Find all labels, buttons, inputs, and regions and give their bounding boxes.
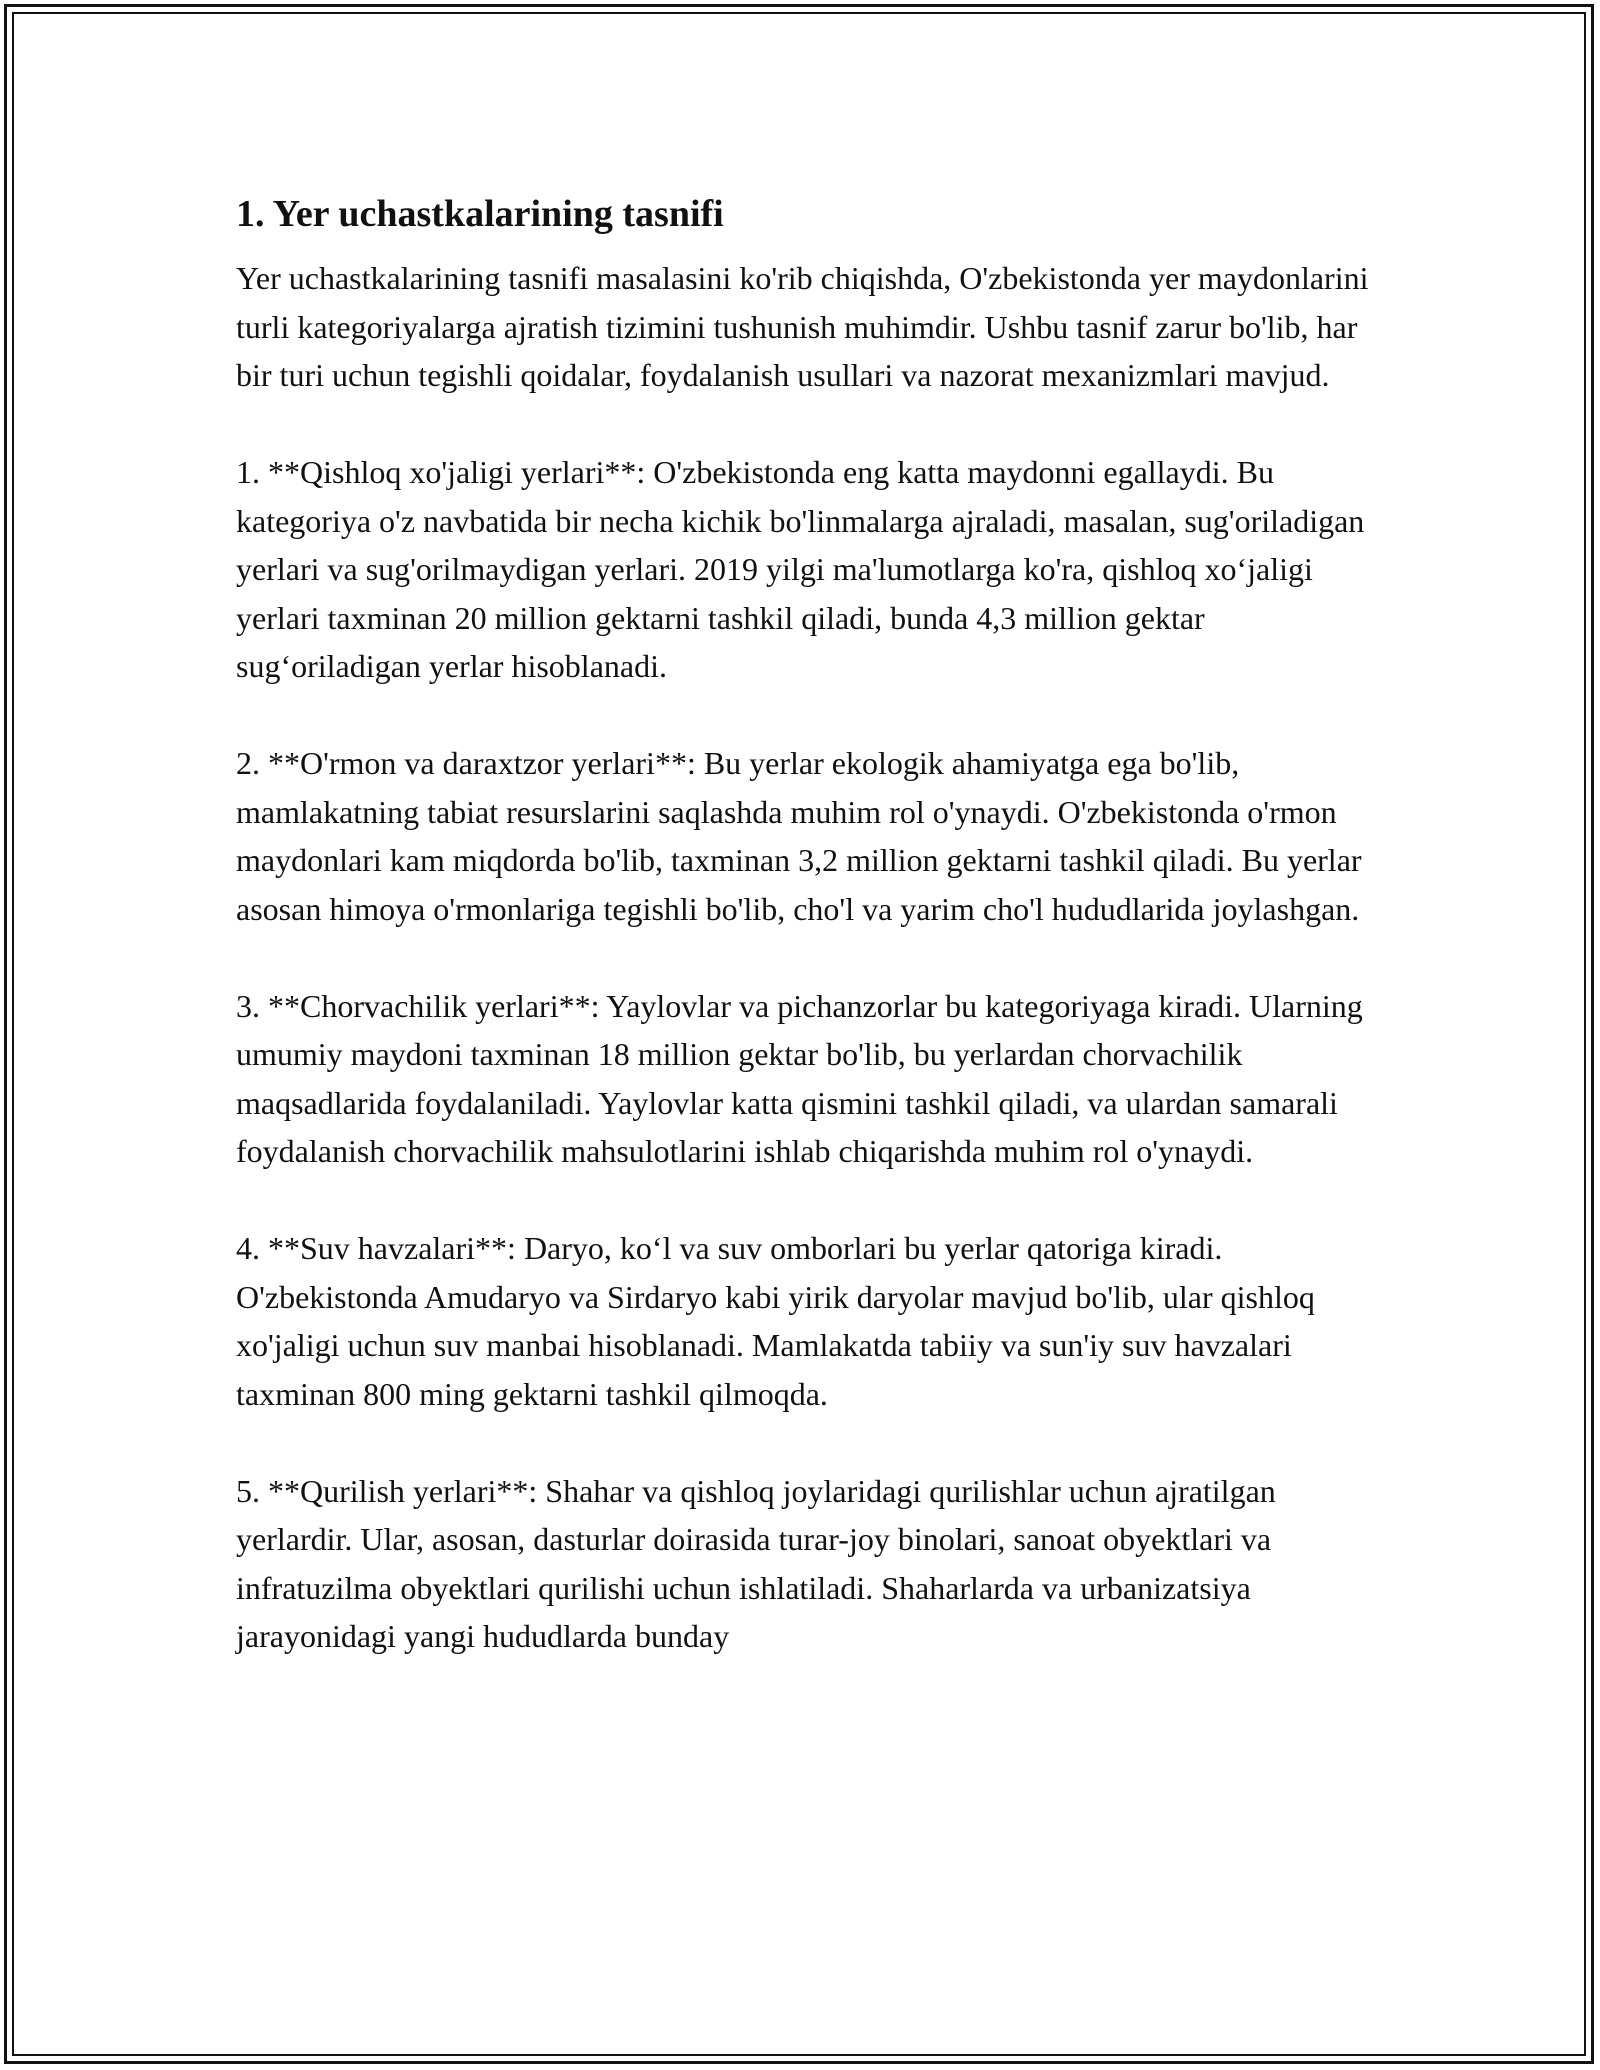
intro-paragraph: Yer uchastkalarining tasnifi masalasini ko'rib chiqishda, O'zbekistonda yer maydonlarini turli kategoriyalarga ajratish tizimini tushunish muhimdir. Ushbu tasnif zarur bo'lib, har bir turi uchun tegishli qoidalar, foydalanish usullari va nazorat mexanizmlari mavjud.	[236, 260, 1369, 393]
paragraph-forest-land: 2. **O'rmon va daraxtzor yerlari**: Bu yerlar ekologik ahamiyatga ega bo'lib, mamlakatning tabiat resurslarini saqlashda muhim rol o'ynaydi. O'zbekistonda o'rmon maydonlari kam miqdorda bo'lib, taxminan 3,2 million gektarni tashkil qiladi. Bu yerlar asosan himoya o'rmonlariga tegishli bo'lib, cho'l va yarim cho'l hududlarida joylashgan.	[236, 745, 1362, 927]
section-heading: 1. Yer uchastkalarining tasnifi	[236, 193, 724, 235]
paragraph-livestock-land: 3. **Chorvachilik yerlari**: Yaylovlar va pichanzorlar bu kategoriyaga kiradi. Ularning umumiy maydoni taxminan 18 million gektar bo'lib, bu yerlardan chorvachilik maqsadlarida foydalaniladi. Yaylovlar katta qismini tashkil qiladi, va ulardan samarali foydalanish chorvachilik mahsulotlarini ishlab chiqarishda muhim rol o'ynaydi.	[236, 987, 1363, 1169]
paragraph-water-bodies: 4. **Suv havzalari**: Daryo, ko‘l va suv omborlari bu yerlar qatoriga kiradi. O'zbekistonda Amudaryo va Sirdaryo kabi yirik daryolar mavjud bo'lib, ular qishloq xo'jaligi uchun suv manbai hisoblanadi. Mamlakatda tabiiy va sun'iy suv havzalari taxminan 800 ming gektarni tashkil qilmoqda.	[236, 1230, 1315, 1412]
paragraph-construction-land: 5. **Qurilish yerlari**: Shahar va qishloq joylaridagi qurilishlar uchun ajratilgan yerlardir. Ular, asosan, dasturlar doirasida turar-joy binolari, sanoat obyektlari va infratuzilma obyektlari qurilishi uchun ishlatiladi. Shaharlarda va urbanizatsiya jarayonidagi yangi hududlarda bunday	[236, 1472, 1276, 1654]
paragraph-agricultural-land: 1. **Qishloq xo'jaligi yerlari**: O'zbekistonda eng katta maydonni egallaydi. Bu kategoriya o'z navbatida bir necha kichik bo'linmalarga ajraladi, masalan, sug'oriladigan yerlari va sug'orilmaydigan yerlari. 2019 yilgi ma'lumotlarga ko'ra, qishloq xo‘jaligi yerlari taxminan 20 million gektarni tashkil qiladi, bunda 4,3 million gektar sug‘oriladigan yerlar hisoblanadi.	[236, 454, 1365, 684]
document-body	[236, 188, 1376, 1709]
